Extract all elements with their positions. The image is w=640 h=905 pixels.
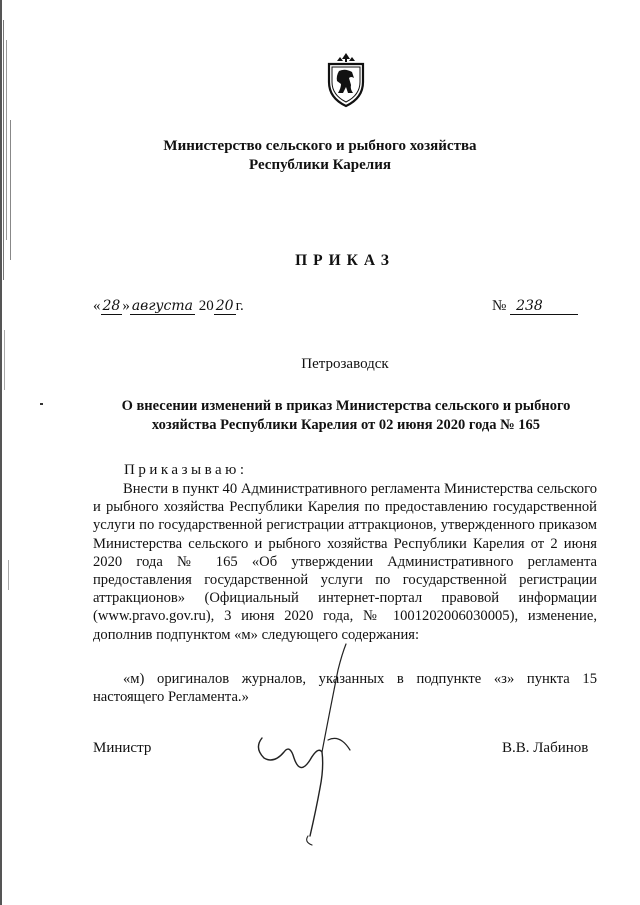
margin-mark [40, 403, 43, 405]
number-value: 238 [510, 298, 578, 315]
scan-edge-artifact [0, 0, 18, 905]
handwritten-signature [250, 640, 380, 850]
karelia-coat-of-arms-icon [323, 52, 369, 108]
body-paragraph-1: Внести в пункт 40 Административного регламента Министерства сельского и рыбного хозяйства Республики Карелия по предоставлению государственной услуги по государственной регистрации аттракционов, утвержденного приказом Министерства сельского и рыбного хозяйства Республики Карелия от 2 июня 2020 года № 165 «Об утверждении Административного регламента предоставления государственной услуги по государственной регистрации аттракционов» (Официальный интернет-портал правовой информации (www.pravo.gov.ru), 3 июня 2020 года, № 1001202006030005), изменение, дополнив подпунктом «м» следующего содержания: [93, 481, 597, 643]
organization-name-line1: Министерство сельского и рыбного хозяйства [163, 138, 477, 154]
number-label: № [492, 298, 507, 314]
body-paragraph-2: «м) оригиналов журналов, указанных в подпункте «з» пункта 15 настоящего Регламента.» [93, 671, 597, 706]
date-year-suffix: 20 [215, 298, 234, 314]
organization-name-line2: Республики Карелия [249, 157, 391, 173]
order-word: Приказываю: [124, 462, 248, 478]
signatory-name: В.В. Лабинов [502, 740, 589, 756]
order-date [93, 298, 244, 315]
date-day: 28 [102, 298, 121, 314]
document-type-title: ПРИКАЗ [295, 252, 395, 269]
signatory-title: Министр [93, 740, 152, 756]
subject-line2: хозяйства Республики Карелия от 02 июня 2020 года № 165 [151, 417, 541, 433]
date-close-quote: » [122, 298, 130, 314]
city: Петрозаводск [301, 356, 389, 372]
date-year-prefix: 20 [198, 298, 214, 314]
date-month: августа [131, 298, 193, 314]
order-number [492, 298, 578, 315]
date-year-unit: г. [235, 298, 244, 314]
subject-line1: О внесении изменений в приказ Министерства сельского и рыбного [121, 398, 571, 414]
date-open-quote: « [93, 298, 101, 314]
order-subject [96, 397, 596, 435]
